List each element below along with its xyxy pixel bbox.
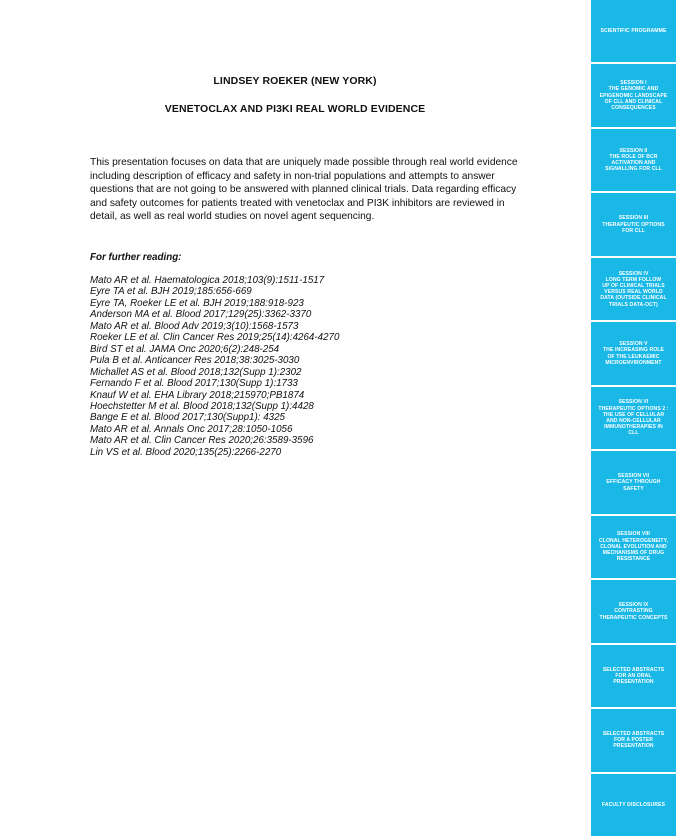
- sidebar-item-label: SESSION VII EFFICACY THROUGH SAFETY: [606, 473, 661, 492]
- sidebar-item-label: SESSION IX CONTRASTING THERAPEUTIC CONCEPTS: [599, 602, 668, 621]
- reference-list: [90, 275, 339, 458]
- reference-item: Fernando F et al. Blood 2017;130(Supp 1):1733: [90, 378, 298, 390]
- sidebar-item-label: SESSION V THE INCREASING ROLE OF THE LEUKAEMIC MICROENVIRONMENT: [602, 341, 665, 366]
- sidebar-item-2[interactable]: [591, 64, 676, 126]
- reference-item: Mato AR et al. Haematologica 2018;103(9):1511-1517: [90, 275, 325, 286]
- reference-item: Bange E et al. Blood 2017;130(Supp1): 4325: [90, 412, 286, 424]
- sidebar-item-label: SESSION I THE GENOMIC AND EPIGENOMIC LANDSCAPE OF CLL AND CLINICAL CONSEQUENCES: [599, 80, 668, 111]
- reference-item: Knauf W et al. EHA Library 2018;215970;PB1874: [90, 389, 305, 401]
- reference-item: Anderson MA et al. Blood 2017;129(25):3362-3370: [90, 309, 312, 321]
- sidebar-item-11[interactable]: [591, 645, 676, 707]
- sidebar-item-4[interactable]: [591, 193, 676, 255]
- sidebar-item-5[interactable]: [591, 258, 676, 320]
- sidebar-item-label: SELECTED ABSTRACTS FOR A POSTER PRESENTATION: [602, 731, 665, 750]
- abstract-paragraph: This presentation focuses on data that are uniquely made possible through real world evidence including description of efficacy and safety in non-trial populations and attempts to answer questions that are not going to be answered with planned clinical trials. Data regarding efficacy and safety outcomes for patients treated with venetoclax and PI3K inhibitors are reviewed in detail, as well as real world studies on novel agent sequencing.: [90, 157, 518, 223]
- sidebar-item-8[interactable]: [591, 451, 676, 513]
- sidebar-item-3[interactable]: [591, 129, 676, 191]
- reference-item: Mato AR et al. Annals Onc 2017;28:1050-1056: [90, 423, 293, 435]
- sidebar-item-label: SESSION III THERAPEUTIC OPTIONS FOR CLL: [602, 215, 665, 234]
- reference-item: Roeker LE et al. Clin Cancer Res 2019;25(14):4264-4270: [90, 332, 340, 344]
- sidebar-item-9[interactable]: [591, 516, 676, 578]
- reference-item: Mato AR et al. Blood Adv 2019;3(10):1568-1573: [90, 320, 299, 332]
- sidebar-item-label: SELECTED ABSTRACTS FOR AN ORAL PRESENTATION: [602, 666, 665, 686]
- sidebar-item-label: SESSION VI THERAPEUTIC OPTIONS 2 : THE USE OF CELLULAR AND NON-CELLULAR IMMUNOTHERAPIES IN CLL: [598, 399, 669, 437]
- sidebar-item-label: SESSION II THE ROLE OF BCR ACTIVATION AND SIGNALLING FOR CLL: [605, 147, 662, 173]
- sidebar-item-10[interactable]: [591, 580, 676, 642]
- sidebar-item-1[interactable]: [591, 0, 676, 62]
- reference-item: Bird ST et al. JAMA Onc 2020;6(2):248-254: [90, 343, 280, 355]
- further-reading-label: For further reading:: [90, 252, 182, 263]
- sidebar-item-13[interactable]: [591, 774, 676, 836]
- sidebar-item-12[interactable]: [591, 709, 676, 771]
- reference-item: Pula B et al. Anticancer Res 2018;38:3025-3030: [90, 355, 300, 367]
- session-sidebar: [591, 0, 676, 836]
- reference-item: Lin VS et al. Blood 2020;135(25):2266-2270: [90, 446, 282, 458]
- reference-item: Eyre TA et al. BJH 2019;185:656-669: [90, 286, 252, 298]
- sidebar-item-6[interactable]: [591, 322, 676, 384]
- reference-item: Mato AR et al. Clin Cancer Res 2020;26:3589-3596: [90, 435, 314, 447]
- reference-item: Michallet AS et al. Blood 2018;132(Supp 1):2302: [90, 366, 302, 378]
- sidebar-item-label: SESSION VIII CLONAL HETEROGENEITY, CLONAL EVOLUTION AND MECHANISMS OF DRUG RESISTANCE: [598, 531, 669, 563]
- reference-item: Hoechstetter M et al. Blood 2018;132(Supp 1):4428: [90, 400, 314, 412]
- speaker-heading: LINDSEY ROEKER (NEW YORK): [213, 75, 377, 87]
- presentation-title: VENETOCLAX AND PI3KI REAL WORLD EVIDENCE: [164, 103, 426, 115]
- sidebar-item-label: SESSION IV LONG TERM FOLLOW UP OF CLINICAL TRIALS VERSUS REAL WORLD DATA (OUTSIDE CLINICAL TRIALS DATA-OCT): [600, 270, 667, 308]
- sidebar-item-label: FACULTY DISCLOSURES: [601, 801, 666, 808]
- sidebar-item-label: SCIENTIFIC PROGRAMME: [600, 28, 667, 35]
- reference-item: Eyre TA, Roeker LE et al. BJH 2019;188:918-923: [90, 297, 304, 309]
- sidebar-item-7[interactable]: [591, 387, 676, 449]
